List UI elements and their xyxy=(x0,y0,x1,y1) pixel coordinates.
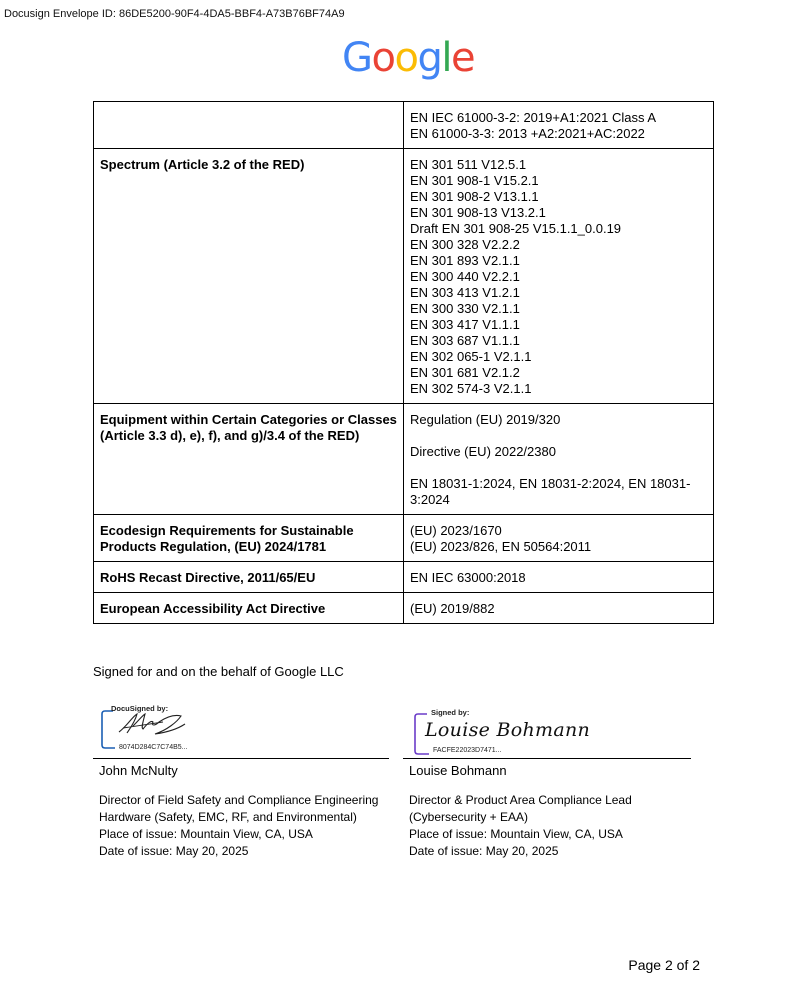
google-logo xyxy=(342,35,475,81)
standards-paragraph xyxy=(410,476,707,508)
standard-line: EN 18031-1:2024, EN 18031-2:2024, EN 18031-3:2024 xyxy=(410,476,691,507)
standards-cell xyxy=(404,515,714,562)
logo-letter: G xyxy=(342,35,372,81)
page-number: Page 2 of 2 xyxy=(628,957,700,973)
regulation-cell: RoHS Recast Directive, 2011/65/EU xyxy=(94,562,404,593)
standard-line: EN 301 908-13 V13.2.1 xyxy=(410,205,546,220)
standard-line: EN 302 065-1 V2.1.1 xyxy=(410,349,532,364)
standard-line: EN 302 574-3 V2.1.1 xyxy=(410,381,532,396)
standard-line: EN 303 417 V1.1.1 xyxy=(410,317,520,332)
table-row xyxy=(94,149,714,404)
standards-paragraph xyxy=(410,110,707,142)
standards-cell xyxy=(404,149,714,404)
signature-block-john-mcnulty xyxy=(99,700,389,860)
standard-line: Directive (EU) 2022/2380 xyxy=(410,444,556,459)
standards-paragraph xyxy=(410,601,707,617)
logo-letter: o xyxy=(371,35,395,81)
standards-cell xyxy=(404,404,714,515)
regulation-cell xyxy=(94,102,404,149)
standards-paragraph xyxy=(410,570,707,586)
standards-table xyxy=(93,101,714,624)
signed-for-text: Signed for and on the behalf of Google LLC xyxy=(93,664,344,679)
stamp-id: 8074D284C7C74B5... xyxy=(119,744,188,751)
detail-line: Hardware (Safety, EMC, RF, and Environmental) xyxy=(99,810,357,824)
standards-paragraph xyxy=(410,412,707,428)
standards-cell xyxy=(404,102,714,149)
table-row xyxy=(94,404,714,515)
standard-line: Regulation (EU) 2019/320 xyxy=(410,412,561,427)
table-row xyxy=(94,593,714,624)
detail-line: (Cybersecurity + EAA) xyxy=(409,810,529,824)
standard-line: EN 301 681 V2.1.2 xyxy=(410,365,520,380)
standards-paragraph xyxy=(410,523,707,555)
table-row xyxy=(94,102,714,149)
standard-line: EN 301 893 V2.1.1 xyxy=(410,253,520,268)
standard-line: EN 301 908-1 V15.2.1 xyxy=(410,173,539,188)
standards-cell xyxy=(404,593,714,624)
standards-cell xyxy=(404,562,714,593)
standard-line: EN IEC 61000-3-2: 2019+A1:2021 Class A xyxy=(410,110,657,125)
signer-details xyxy=(409,792,691,860)
standard-line: EN IEC 63000:2018 xyxy=(410,570,526,585)
standard-line: EN 300 440 V2.2.1 xyxy=(410,269,520,284)
signature-line xyxy=(403,758,691,759)
stamp-label: Signed by: xyxy=(431,708,470,717)
standard-line: (EU) 2019/882 xyxy=(410,601,495,616)
stamp-label: DocuSigned by: xyxy=(111,704,169,713)
signature-block-louise-bohmann xyxy=(409,700,691,860)
standards-paragraph xyxy=(410,444,707,460)
standard-line: Draft EN 301 908-25 V15.1.1_0.0.19 xyxy=(410,221,622,236)
standard-line: EN 61000-3-3: 2013 +A2:2021+AC:2022 xyxy=(410,126,645,141)
detail-line: Director & Product Area Compliance Lead xyxy=(409,793,632,807)
standard-line: EN 300 328 V2.2.2 xyxy=(410,237,520,252)
stamp-id: FACFE22023D7471... xyxy=(433,747,502,754)
detail-line: Place of issue: Mountain View, CA, USA xyxy=(99,827,313,841)
signer-name: John McNulty xyxy=(99,763,178,778)
standard-line: (EU) 2023/826, EN 50564:2011 xyxy=(410,539,592,554)
regulation-cell: European Accessibility Act Directive xyxy=(94,593,404,624)
signer-details xyxy=(99,792,389,860)
regulation-cell: Spectrum (Article 3.2 of the RED) xyxy=(94,149,404,404)
standard-line: EN 303 687 V1.1.1 xyxy=(410,333,520,348)
docusign-stamp xyxy=(99,700,389,758)
standard-line: EN 303 413 V1.2.1 xyxy=(410,285,520,300)
regulation-cell: Ecodesign Requirements for Sustainable Products Regulation, (EU) 2024/1781 xyxy=(94,515,404,562)
signer-name: Louise Bohmann xyxy=(409,763,507,778)
envelope-id: Docusign Envelope ID: 86DE5200-90F4-4DA5-BBF4-A73B76BF74A9 xyxy=(4,8,345,20)
logo-letter: o xyxy=(394,35,418,81)
standard-line: EN 301 511 V12.5.1 xyxy=(410,157,527,172)
detail-line: Date of issue: May 20, 2025 xyxy=(99,844,249,858)
detail-line: Director of Field Safety and Compliance Engineering xyxy=(99,793,379,807)
standard-line: EN 300 330 V2.1.1 xyxy=(410,301,520,316)
signed-by-stamp xyxy=(409,700,691,758)
table-row xyxy=(94,562,714,593)
regulation-cell: Equipment within Certain Categories or Classes (Article 3.3 d), e), f), and g)/3.4 of the RED) xyxy=(94,404,404,515)
standards-paragraph xyxy=(410,157,707,397)
signature-line xyxy=(93,758,389,759)
logo-letter: l xyxy=(441,35,451,81)
detail-line: Date of issue: May 20, 2025 xyxy=(409,844,559,858)
standard-line: (EU) 2023/1670 xyxy=(410,523,502,538)
logo-letter: e xyxy=(450,35,475,81)
logo-letter: g xyxy=(417,35,442,81)
standard-line: EN 301 908-2 V13.1.1 xyxy=(410,189,539,204)
detail-line: Place of issue: Mountain View, CA, USA xyxy=(409,827,623,841)
handwritten-signature: Louise Bohmann xyxy=(425,719,591,741)
table-row xyxy=(94,515,714,562)
